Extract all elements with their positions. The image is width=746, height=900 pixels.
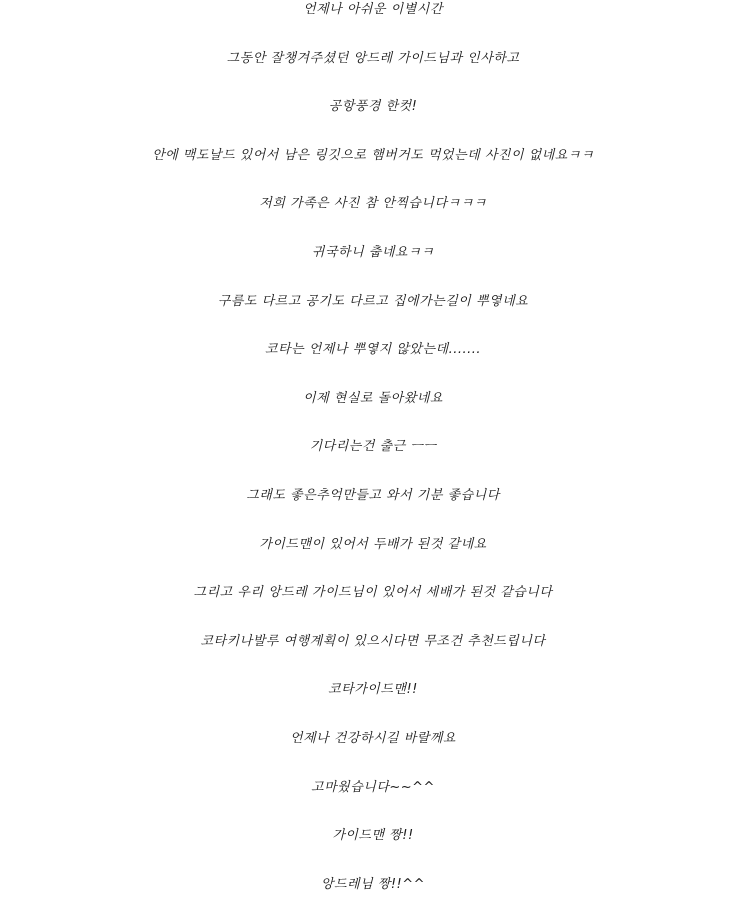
post-line: 가이드맨이 있어서 두배가 된것 같네요 xyxy=(259,537,487,552)
post-line: 구름도 다르고 공기도 다르고 집에가는길이 뿌옇네요 xyxy=(217,294,529,309)
post-line: 저희 가족은 사진 참 안찍습니다ㅋㅋㅋ xyxy=(259,196,487,211)
post-line: 언제나 건강하시길 바랄께요 xyxy=(290,731,456,746)
post-line: 공항풍경 한컷! xyxy=(328,99,418,114)
post-line: 코타가이드맨!! xyxy=(328,682,418,697)
post-line: 코타키나발루 여행계획이 있으시다면 무조건 추천드립니다 xyxy=(200,634,546,649)
post-line: 언제나 아쉬운 이별시간 xyxy=(303,2,443,17)
post-line: 귀국하니 춥네요ㅋㅋ xyxy=(311,245,435,260)
post-line: 기다리는건 출근 ㅡㅡ xyxy=(309,439,437,454)
post-line: 그리고 우리 앙드레 가이드님이 있어서 세배가 된것 같습니다 xyxy=(193,585,553,600)
post-line: 가이드맨 짱!! xyxy=(332,828,414,843)
post-line: 이제 현실로 돌아왔네요 xyxy=(303,391,443,406)
post-line: 코타는 언제나 뿌옇지 않았는데....... xyxy=(264,342,482,357)
post-line: 앙드레님 짱!!^^ xyxy=(320,877,426,892)
post-line: 그래도 좋은추억만들고 와서 기분 좋습니다 xyxy=(246,488,500,503)
post-line: 고마웠습니다~~^^ xyxy=(311,780,435,795)
post-line: 안에 맥도날드 있어서 남은 링깃으로 햄버거도 먹었는데 사진이 없네요ㅋㅋ xyxy=(152,148,594,163)
post-line: 그동안 잘챙겨주셨던 앙드레 가이드님과 인사하고 xyxy=(226,51,520,66)
